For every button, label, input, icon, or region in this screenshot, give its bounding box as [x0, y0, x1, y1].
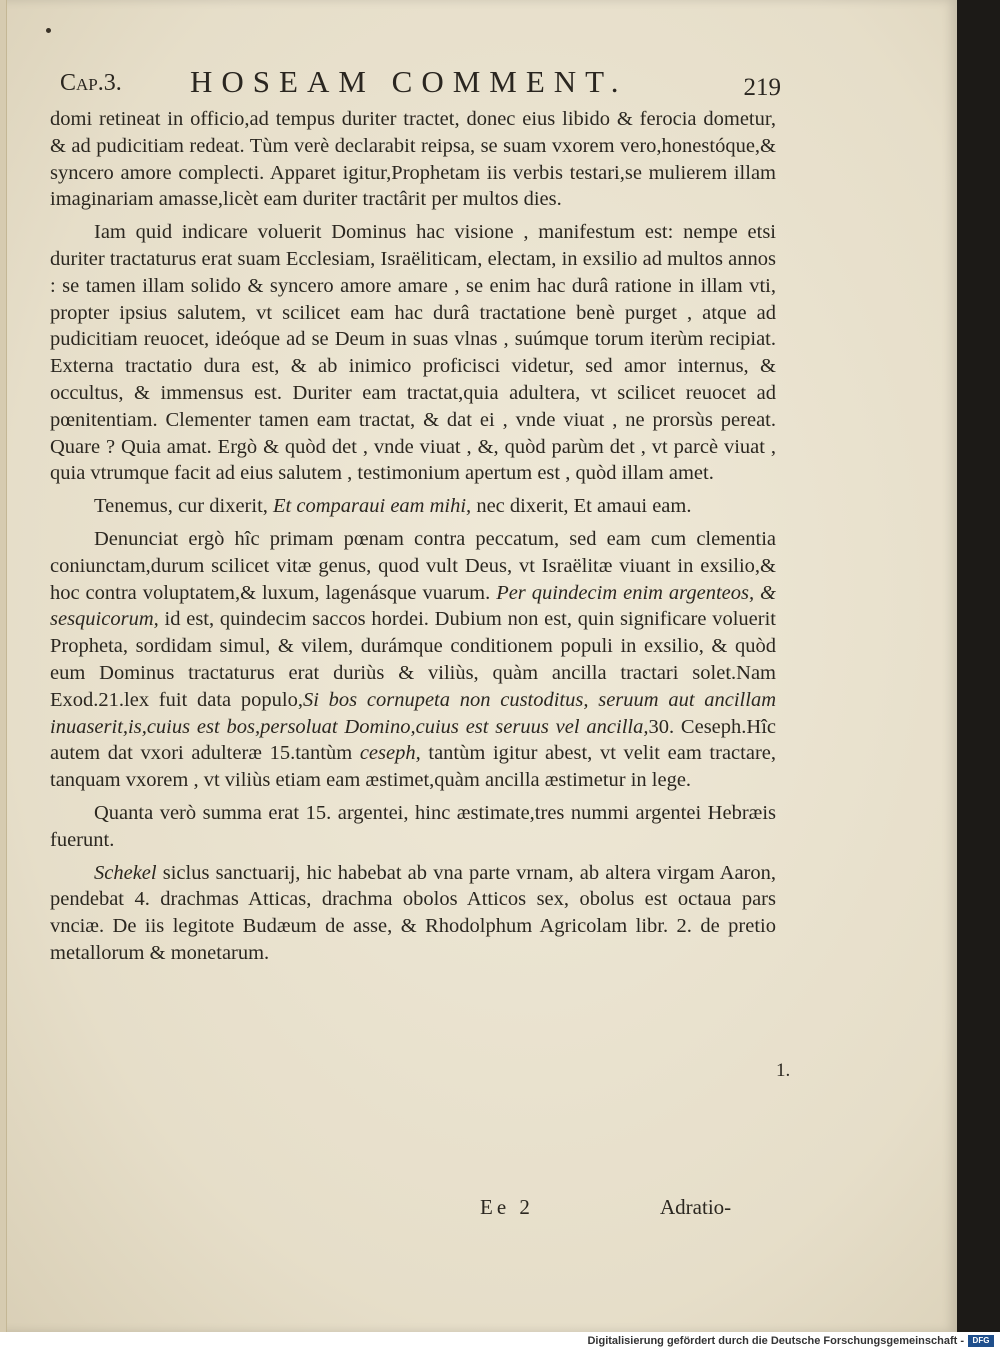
paragraph-2: Iam quid indicare voluerit Dominus hac visione , manifestum est: nempe etsi duriter tractaturus erat suam Ecclesiam, Israëliticam, electam, in exsilio ad multos annos : se tamen illam solido & syncero amore amare , se enim hac durâ ratione in illam vti, propter ipsius salutem, vt scilicet eam hac durâ tractatione benè purget , atque ad pudicitiam reuocet, ideóque ad se Deum in suas vlnas , suúmque torum iterùm recipiat. Externa tractatio dura est, & ab inimico proficisci videtur, sed amor internus, & occultus, & immensus est. Duriter eam tractat,quia adultera, vt scilicet reuocet ad pœnitentiam. Clementer tamen eam tractat, & dat ei , vnde viuat , ne prorsùs pereat. Quare ? Quia amat. Ergò & quòd det , vnde viuat , &, quòd parùm det , vt parcè viuat , quia vtrumque facit ad eius salutem , testimonium apertum est , quòd illam amet. — [50, 221, 776, 485]
paragraph-4-quote-2: Si bos cornupeta non custoditus, seruum aut ancillam inuaserit,is,cuius est bos,persoluat Domino,cuius est seruus vel ancilla, — [50, 688, 776, 738]
footer-credit: Digitalisierung gefördert durch die Deutsche Forschungsgemeinschaft - — [587, 1335, 964, 1347]
catchword: Adratio- — [660, 1195, 732, 1219]
paragraph-4-quote-1: Per quindecim enim argenteos, & sesquicorum, — [50, 581, 777, 631]
digitization-footer — [0, 1332, 1000, 1350]
paragraph-6 — [50, 860, 776, 967]
running-title: HOSEAM COMMENT. — [190, 64, 628, 99]
dfg-logo-icon: DFG — [968, 1335, 994, 1347]
paragraph-3-text-b: nec dixerit, Et amaui eam. — [471, 495, 692, 518]
paragraph-6-text: siclus sanctuarij, hic habebat ab vna parte vrnam, ab altera virgam Aaron, pendebat 4. drachmas Atticas, drachma obolos Atticos sex, obolus est octaua pars vnciæ. De iis legitote Budæum de asse, & Rhodolphum Agricolam libr. 2. de pretio metallorum & monetarum. — [50, 861, 776, 964]
paragraph-4-text-c: 30. Ceseph.Hîc autem dat vxori adulteræ 15.tantùm — [50, 715, 777, 765]
paragraph-5: Quanta verò summa erat 15. argentei, hinc æstimate,tres nummi argentei Hebræis fuerunt. — [50, 801, 776, 851]
paragraph-4-text-d: tantùm igitur abest, vt velit eam tractare, tanquam vxorem , vt viliùs etiam eam æstimet,quàm ancilla æstimetur in lege. — [50, 742, 776, 792]
paragraph-3-text-a: Tenemus, cur dixerit, — [94, 495, 274, 518]
paragraph-1: domi retineat in officio,ad tempus duriter tractet, donec eius libido & ferocia dometur, & ad pudicitiam redeat. Tùm verè declarabit reipsa, se suam vxorem vero,honestóque,& syncero amore complecti. Apparet igitur,Prophetam iis verbis testari,se mulierem illam imaginariam amasse,licèt eam duriter tractârit per multos dies. — [50, 108, 776, 211]
paragraph-4-quote-3: ceseph, — [359, 742, 421, 765]
page-edge — [0, 0, 7, 1332]
running-header — [60, 64, 785, 108]
paragraph-6-term: Schekel — [94, 861, 157, 884]
ink-spot — [46, 28, 51, 33]
page-number: 219 — [743, 74, 781, 101]
margin-note: 1. — [776, 1060, 791, 1081]
paragraph-4 — [50, 526, 776, 794]
paragraph-4-text-b: id est, quindecim saccos hordei. Dubium non est, quin significare voluerit Propheta, sordidam simul, & vilem, durámque conditionem populi in exsilio, & quòd eum Dominus tractaturus erat duriùs & viliùs, quàm ancilla tractari solet.Nam Exod.21.lex fuit data populo, — [50, 608, 776, 711]
body-text — [50, 106, 776, 973]
signature-mark: Ee 2 — [480, 1195, 534, 1219]
paragraph-4-text-a: Denunciat ergò hîc primam pœnam contra peccatum, sed eam cum clementia coniunctam,durum scilicet vitæ genus, quod vult Deus, vt Israëlitæ viuant in exsilio,& hoc contra voluptatem,& luxum, lagenásque vuarum. — [50, 527, 776, 604]
paragraph-3-quote: Et comparaui eam mihi, — [273, 495, 472, 518]
chapter-label: Cap.3. — [60, 70, 122, 96]
paragraph-3 — [50, 493, 776, 520]
